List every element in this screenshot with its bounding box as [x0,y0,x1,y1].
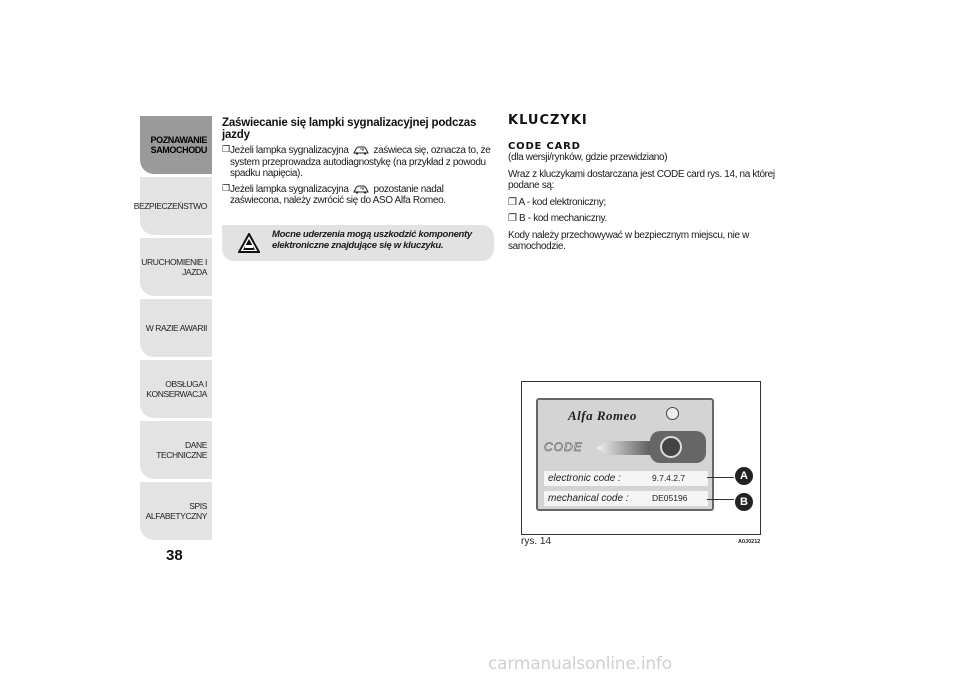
mechanical-code-value: DE05196 [652,493,688,503]
warning-box [222,225,494,261]
warning-triangle-icon [238,233,260,253]
tab-obsluga-konserwacja[interactable]: OBSŁUGA I KONSERWACJA [140,359,212,418]
figure-caption: rys. 14 [521,536,552,547]
paragraph: Kody należy przechowywać w bezpiecznym miejscu, nie w samochodzie. [508,229,750,252]
mechanical-code-row: mechanical code : DE05196 [544,491,708,506]
tab-bezpieczenstwo[interactable]: BEZPIECZEŃSTWO [140,176,212,235]
electronic-code-row: electronic code : 9.7.4.2.7 [544,471,708,486]
alfa-emblem-icon [666,407,679,420]
bullet-mark: ❐ [222,182,230,193]
page-number: 38 [166,547,183,564]
subsection-note: (dla wersji/rynków, gdzie przewidziano) [508,152,668,163]
tab-uruchomienie-jazda[interactable]: URUCHOMIENIE I JAZDA [140,237,212,296]
watermark: carmanualsonline.info [488,654,672,674]
section-heading: Zaświecanie się lampki sygnalizacyjnej podczas jazdy [222,117,477,141]
tab-w-razie-awarii[interactable]: W RAZIE AWARII [140,298,212,357]
key-circle-icon [660,436,682,458]
electronic-code-value: 9.7.4.2.7 [652,473,686,483]
brand-logo: Alfa Romeo [568,408,637,423]
code-label: CODE [544,440,583,454]
leader-line-a [707,477,734,478]
list-item: ❐ Jeżeli lampka sygnalizacyjna pozostanie nadal zaświecona, należy zwrócić się do ASO Alfa Romeo. [222,182,446,206]
chapter-tabs [133,115,212,542]
section-title: KLUCZYKI [508,113,588,128]
callout-b: B [735,493,753,511]
code-card-figure [521,381,761,535]
bullet-mark: ❐ [222,144,230,154]
left-column [222,117,497,261]
tab-dane-techniczne[interactable]: DANE TECHNICZNE [140,420,212,479]
warning-text: Mocne uderzenia mogą uszkodzić komponenty elektroniczne znajdujące się w kluczyku. [272,228,472,251]
paragraph: Wraz z kluczykami dostarczana jest CODE card rys. 14, na której podane są: [508,168,775,191]
subsection-title: CODE CARD [508,141,581,152]
immobilizer-lamp-icon [353,144,369,155]
callout-a: A [735,467,753,485]
immobilizer-lamp-icon [353,183,369,194]
arrow-graphic [596,441,654,455]
leader-line-b [707,499,734,500]
list-item: ❐ B - kod mechaniczny. [508,213,607,224]
list-item: ❐ Jeżeli lampka sygnalizacyjna zaświeca się, oznacza to, że system przeprowadza autodiagnostykę (na przykład z powodu spadku napięcia). [222,144,491,179]
list-item: ❐ A - kod elektroniczny; [508,196,606,208]
figure-code: A0J0212 [738,539,761,545]
tab-spis-alfabetyczny[interactable]: SPIS ALFABETYCZNY [140,481,212,540]
tab-poznawanie-samochodu[interactable]: POZNAWANIE SAMOCHODU [140,115,212,174]
right-column [508,113,778,258]
code-card [536,398,714,511]
